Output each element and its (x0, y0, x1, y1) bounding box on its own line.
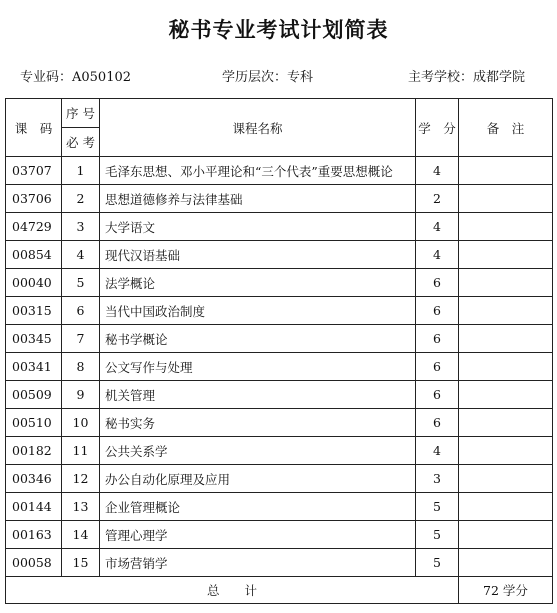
credit-cell: 6 (416, 381, 459, 409)
note-cell (459, 381, 553, 409)
major-code: 专业码：A050102 (20, 70, 132, 85)
header-course-code: 课 码 (6, 99, 62, 157)
note-cell (459, 325, 553, 353)
note-cell (459, 521, 553, 549)
seq-cell: 14 (62, 521, 100, 549)
seq-cell: 13 (62, 493, 100, 521)
table-row (6, 493, 553, 521)
note-cell (459, 185, 553, 213)
table-row (6, 213, 553, 241)
course-code-cell: 00315 (6, 297, 62, 325)
credit-cell: 5 (416, 521, 459, 549)
course-name-cell: 思想道德修养与法律基础 (100, 185, 416, 213)
credit-cell: 4 (416, 437, 459, 465)
table-body (6, 157, 553, 577)
note-cell (459, 409, 553, 437)
note-cell (459, 213, 553, 241)
course-code-cell: 00058 (6, 549, 62, 577)
course-code-cell: 04729 (6, 213, 62, 241)
table-row (6, 185, 553, 213)
seq-cell: 2 (62, 185, 100, 213)
credit-cell: 4 (416, 213, 459, 241)
credit-cell: 6 (416, 353, 459, 381)
header-note: 备 注 (459, 99, 553, 157)
credit-cell: 5 (416, 493, 459, 521)
header-credit: 学 分 (416, 99, 459, 157)
note-cell (459, 353, 553, 381)
total-value: 72 学分 (459, 577, 553, 604)
total-row (6, 577, 553, 604)
note-cell (459, 157, 553, 185)
table-row (6, 353, 553, 381)
course-code-cell: 00040 (6, 269, 62, 297)
seq-cell: 8 (62, 353, 100, 381)
course-name-cell: 当代中国政治制度 (100, 297, 416, 325)
note-cell (459, 241, 553, 269)
credit-cell: 2 (416, 185, 459, 213)
seq-cell: 10 (62, 409, 100, 437)
course-code-cell: 03706 (6, 185, 62, 213)
header-required: 必 考 (62, 128, 100, 157)
course-name-cell: 办公自动化原理及应用 (100, 465, 416, 493)
page-title: 秘书专业考试计划简表 (168, 17, 389, 42)
course-name-cell: 管理心理学 (100, 521, 416, 549)
table-row (6, 465, 553, 493)
course-name-cell: 企业管理概论 (100, 493, 416, 521)
examining-school: 主考学校：成都学院 (408, 70, 526, 85)
course-name-cell: 公共关系学 (100, 437, 416, 465)
seq-cell: 12 (62, 465, 100, 493)
seq-cell: 9 (62, 381, 100, 409)
header-course-name: 课程名称 (100, 99, 416, 157)
table-row (6, 157, 553, 185)
credit-cell: 6 (416, 269, 459, 297)
note-cell (459, 549, 553, 577)
course-name-cell: 机关管理 (100, 381, 416, 409)
credit-cell: 4 (416, 241, 459, 269)
seq-cell: 11 (62, 437, 100, 465)
total-label: 总 计 (6, 577, 459, 604)
course-name-cell: 市场营销学 (100, 549, 416, 577)
course-name-cell: 秘书学概论 (100, 325, 416, 353)
seq-cell: 4 (62, 241, 100, 269)
course-code-cell: 00854 (6, 241, 62, 269)
course-name-cell: 现代汉语基础 (100, 241, 416, 269)
credit-cell: 5 (416, 549, 459, 577)
table-row (6, 521, 553, 549)
course-name-cell: 法学概论 (100, 269, 416, 297)
course-code-cell: 00345 (6, 325, 62, 353)
course-name-cell: 毛泽东思想、邓小平理论和“三个代表”重要思想概论 (100, 157, 416, 185)
header-seq: 序 号 (62, 99, 100, 128)
note-cell (459, 465, 553, 493)
education-level: 学历层次：专科 (222, 70, 314, 85)
credit-cell: 6 (416, 325, 459, 353)
table-row (6, 297, 553, 325)
table-row (6, 549, 553, 577)
course-name-cell: 秘书实务 (100, 409, 416, 437)
seq-cell: 7 (62, 325, 100, 353)
seq-cell: 5 (62, 269, 100, 297)
course-code-cell: 00163 (6, 521, 62, 549)
course-name-cell: 大学语文 (100, 213, 416, 241)
note-cell (459, 437, 553, 465)
credit-cell: 6 (416, 409, 459, 437)
exam-plan-table (5, 98, 553, 604)
credit-cell: 6 (416, 297, 459, 325)
table-row (6, 269, 553, 297)
table-row (6, 381, 553, 409)
table-row (6, 437, 553, 465)
table-row (6, 241, 553, 269)
course-code-cell: 00510 (6, 409, 62, 437)
course-name-cell: 公文写作与处理 (100, 353, 416, 381)
course-code-cell: 03707 (6, 157, 62, 185)
note-cell (459, 493, 553, 521)
credit-cell: 3 (416, 465, 459, 493)
credit-cell: 4 (416, 157, 459, 185)
seq-cell: 3 (62, 213, 100, 241)
seq-cell: 6 (62, 297, 100, 325)
course-code-cell: 00182 (6, 437, 62, 465)
note-cell (459, 269, 553, 297)
course-code-cell: 00144 (6, 493, 62, 521)
course-code-cell: 00509 (6, 381, 62, 409)
table-row (6, 325, 553, 353)
course-code-cell: 00346 (6, 465, 62, 493)
seq-cell: 15 (62, 549, 100, 577)
table-row (6, 409, 553, 437)
seq-cell: 1 (62, 157, 100, 185)
note-cell (459, 297, 553, 325)
course-code-cell: 00341 (6, 353, 62, 381)
